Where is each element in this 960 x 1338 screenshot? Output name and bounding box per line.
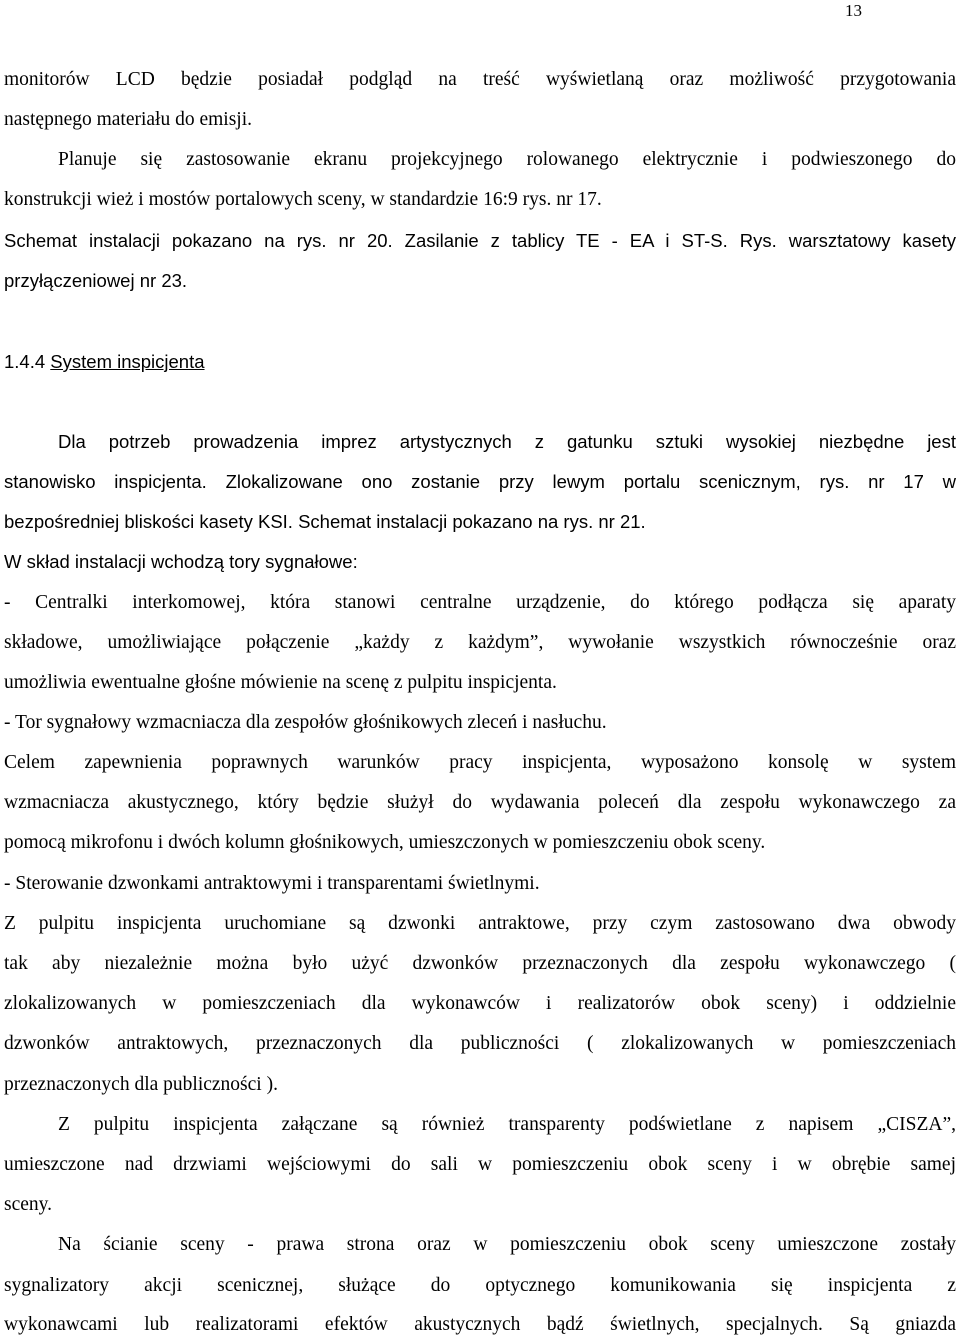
text-line: - Sterowanie dzwonkami antraktowymi i transparentami świetlnymi.	[4, 873, 540, 894]
section-number: 1.4.4	[4, 351, 46, 372]
page-number: 13	[845, 1, 862, 20]
text-line: Celem zapewnienia poprawnych warunków pracy inspicjenta, wyposażono konsolę w system	[4, 752, 956, 773]
text-line: składowe, umożliwiające połączenie „każdy z każdym”, wywołanie wszystkich równocześnie oraz	[4, 632, 956, 653]
text-line: umieszczone nad drzwiami wejściowymi do sali w pomieszczeniu obok sceny i w obrębie samej	[4, 1154, 956, 1175]
text-line: przyłączeniowej nr 23.	[4, 270, 188, 291]
text-line: następnego materiału do emisji.	[4, 109, 253, 130]
text-line: W skład instalacji wchodzą tory sygnałowe:	[4, 551, 358, 572]
text-line: umożliwia ewentualne głośne mówienie na scenę z pulpitu inspicjenta.	[4, 672, 557, 693]
text-line: Z pulpitu inspicjenta załączane są również transparenty podświetlane z napisem „CISZA”,	[58, 1114, 956, 1135]
text-line: wykonawcami lub realizatorami efektów akustycznych bądź świetlnych, specjalnych. Są gniazda	[4, 1314, 956, 1335]
text-line: zlokalizowanych w pomieszczeniach dla wykonawców i realizatorów obok sceny) i oddzielnie	[4, 993, 956, 1014]
section-heading	[4, 349, 956, 375]
text-line: Planuje się zastosowanie ekranu projekcyjnego rolowanego elektrycznie i podwieszonego do	[58, 149, 956, 170]
text-line: sceny.	[4, 1194, 53, 1215]
text-line: bezpośredniej bliskości kasety KSI. Schemat instalacji pokazano na rys. nr 21.	[4, 511, 646, 532]
section-title: System inspicjenta	[50, 351, 205, 372]
text-line: stanowisko inspicjenta. Zlokalizowane ono zostanie przy lewym portalu scenicznym, rys. nr 17 w	[4, 471, 956, 492]
text-line: monitorów LCD będzie posiadał podgląd na treść wyświetlaną oraz możliwość przygotowania	[4, 69, 956, 90]
text-line: konstrukcji wież i mostów portalowych sceny, w standardzie 16:9 rys. nr 17.	[4, 189, 602, 210]
text-line: - Tor sygnałowy wzmacniacza dla zespołów głośnikowych zleceń i nasłuchu.	[4, 712, 607, 733]
text-line: tak aby niezależnie można było użyć dzwonków przeznaczonych dla zespołu wykonawczego (	[4, 953, 956, 974]
text-line: Dla potrzeb prowadzenia imprez artystycznych z gatunku sztuki wysokiej niezbędne jest	[58, 431, 956, 452]
text-line: wzmacniacza akustycznego, który będzie służył do wydawania poleceń dla zespołu wykonawczego za	[4, 792, 956, 813]
text-line: - Centralki interkomowej, która stanowi centralne urządzenie, do którego podłącza się aparaty	[4, 592, 956, 613]
text-line: sygnalizatory akcji scenicznej, służące do optycznego komunikowania się inspicjenta z	[4, 1275, 956, 1296]
text-line: Na ścianie sceny - prawa strona oraz w pomieszczeniu obok sceny umieszczone zostały	[58, 1234, 956, 1255]
text-line: Z pulpitu inspicjenta uruchomiane są dzwonki antraktowe, przy czym zastosowano dwa obwody	[4, 913, 956, 934]
text-line: Schemat instalacji pokazano na rys. nr 20. Zasilanie z tablicy TE - EA i ST-S. Rys. warsztatowy kasety	[4, 230, 956, 251]
text-line: pomocą mikrofonu i dwóch kolumn głośnikowych, umieszczonych w pomieszczeniu obok sceny.	[4, 832, 766, 853]
text-line: dzwonków antraktowych, przeznaczonych dla publiczności ( zlokalizowanych w pomieszczeniach	[4, 1033, 956, 1054]
text-line: przeznaczonych dla publiczności ).	[4, 1074, 278, 1095]
